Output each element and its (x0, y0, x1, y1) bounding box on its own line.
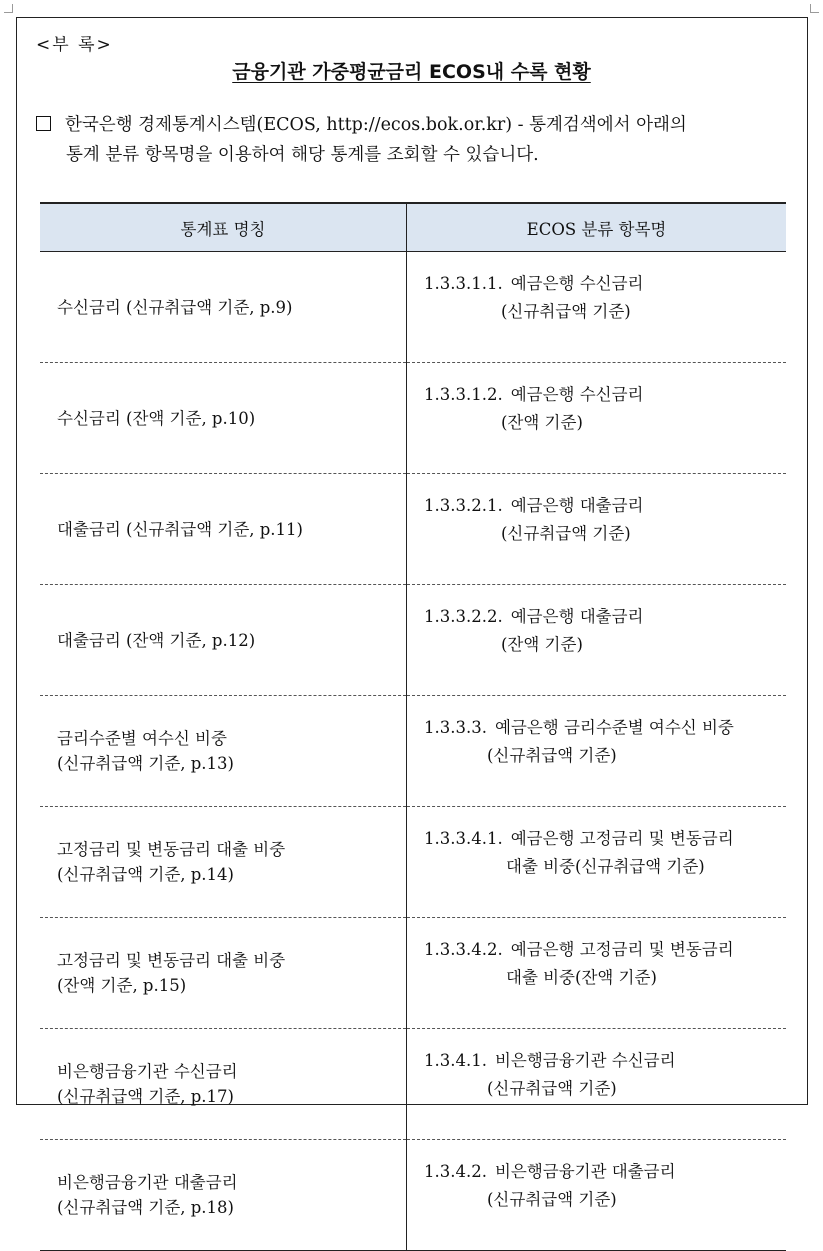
intro-line-1: 한국은행 경제통계시스템(ECOS, http://ecos.bok.or.kr) - 통계검색에서 아래의 (65, 115, 687, 135)
ecos-item-line-1: 비은행금융기관 수신금리 (494, 1051, 676, 1070)
ecos-item-line-2: (잔액 기준) (501, 635, 583, 654)
stat-name-line: 금리수준별 여수신 비중 (57, 729, 227, 748)
ecos-code: 1.3.4.1. (424, 1051, 487, 1070)
ecos-item-line-2: (신규취급액 기준) (501, 302, 631, 321)
stat-name-cell (40, 918, 407, 1029)
ecos-code: 1.3.3.2.2. (424, 607, 503, 626)
ecos-item-cell (407, 696, 787, 807)
stat-name-cell (40, 585, 407, 696)
ecos-item-cell (407, 1140, 787, 1251)
table-row (40, 918, 786, 1029)
ecos-item-line-1: 예금은행 수신금리 (510, 274, 644, 293)
stat-name-line: 비은행금융기관 대출금리 (57, 1173, 238, 1192)
ecos-code: 1.3.3.3. (424, 718, 487, 737)
table-row (40, 1029, 786, 1140)
ecos-code: 1.3.3.4.2. (424, 940, 503, 959)
table-row (40, 363, 786, 474)
table-row (40, 696, 786, 807)
stat-name-line: 수신금리 (신규취급액 기준, p.9) (57, 297, 293, 317)
table-row (40, 807, 786, 918)
ecos-item-line-1: 비은행금융기관 대출금리 (494, 1162, 676, 1181)
ecos-item-line-1: 예금은행 고정금리 및 변동금리 (510, 829, 734, 848)
stat-name-cell (40, 363, 407, 474)
page-title-text: 금융기관 가중평균금리 ECOS내 수록 현황 (232, 61, 591, 83)
stat-name-line: (신규취급액 기준, p.14) (57, 865, 234, 884)
ecos-item-line-1: 예금은행 금리수준별 여수신 비중 (494, 718, 734, 737)
stat-name-line: 대출금리 (신규취급액 기준, p.11) (57, 519, 303, 539)
table-row (40, 252, 786, 363)
stat-name-line: 수신금리 (잔액 기준, p.10) (57, 408, 256, 428)
ecos-item-cell (407, 363, 787, 474)
table-header-row (40, 203, 786, 252)
stat-name-cell (40, 807, 407, 918)
stat-name-line: (신규취급액 기준, p.13) (57, 754, 234, 773)
stat-name-line: (신규취급액 기준, p.17) (57, 1087, 234, 1106)
ecos-item-line-2: 대출 비중(잔액 기준) (506, 968, 657, 987)
checkbox-bullet-icon (36, 116, 51, 131)
ecos-item-cell (407, 918, 787, 1029)
stat-name-line: 비은행금융기관 수신금리 (57, 1062, 238, 1081)
stat-name-line: 대출금리 (잔액 기준, p.12) (57, 630, 256, 650)
ecos-item-line-1: 예금은행 수신금리 (510, 385, 644, 404)
ecos-item-line-2: (신규취급액 기준) (501, 524, 631, 543)
ecos-code: 1.3.4.2. (424, 1162, 487, 1181)
ecos-item-line-1: 예금은행 대출금리 (510, 496, 644, 515)
corner-mark-left (4, 4, 13, 13)
stat-name-cell (40, 696, 407, 807)
ecos-item-cell (407, 1029, 787, 1140)
ecos-item-cell (407, 252, 787, 363)
ecos-item-line-2: 대출 비중(신규취급액 기준) (506, 857, 705, 876)
stat-name-cell (40, 1029, 407, 1140)
ecos-table (40, 202, 786, 1251)
ecos-item-line-1: 예금은행 고정금리 및 변동금리 (510, 940, 734, 959)
stat-name-line: 고정금리 및 변동금리 대출 비중 (57, 951, 286, 970)
stat-name-line: 고정금리 및 변동금리 대출 비중 (57, 840, 286, 859)
ecos-item-line-2: (신규취급액 기준) (487, 1079, 617, 1098)
intro-line-2: 통계 분류 항목명을 이용하여 해당 통계를 조회할 수 있습니다. (66, 145, 539, 165)
ecos-item-line-2: (잔액 기준) (501, 413, 583, 432)
table-row (40, 585, 786, 696)
intro-paragraph (36, 110, 796, 170)
ecos-item-cell (407, 585, 787, 696)
header-ecos-item: ECOS 분류 항목명 (407, 203, 787, 252)
ecos-code: 1.3.3.1.2. (424, 385, 503, 404)
table-row (40, 474, 786, 585)
ecos-code: 1.3.3.2.1. (424, 496, 503, 515)
stat-name-line: (잔액 기준, p.15) (57, 976, 187, 995)
ecos-item-cell (407, 474, 787, 585)
corner-mark-right (810, 4, 819, 13)
table-row (40, 1140, 786, 1251)
ecos-item-line-2: (신규취급액 기준) (487, 1190, 617, 1209)
stat-name-cell (40, 1140, 407, 1251)
ecos-item-cell (407, 807, 787, 918)
ecos-item-line-1: 예금은행 대출금리 (510, 607, 644, 626)
stat-name-cell (40, 252, 407, 363)
appendix-label: <부 록> (36, 35, 113, 55)
ecos-code: 1.3.3.4.1. (424, 829, 503, 848)
page-title (0, 57, 823, 84)
ecos-code: 1.3.3.1.1. (424, 274, 503, 293)
header-stat-name: 통계표 명칭 (40, 203, 407, 252)
stat-name-cell (40, 474, 407, 585)
stat-name-line: (신규취급액 기준, p.18) (57, 1198, 234, 1217)
ecos-item-line-2: (신규취급액 기준) (487, 746, 617, 765)
